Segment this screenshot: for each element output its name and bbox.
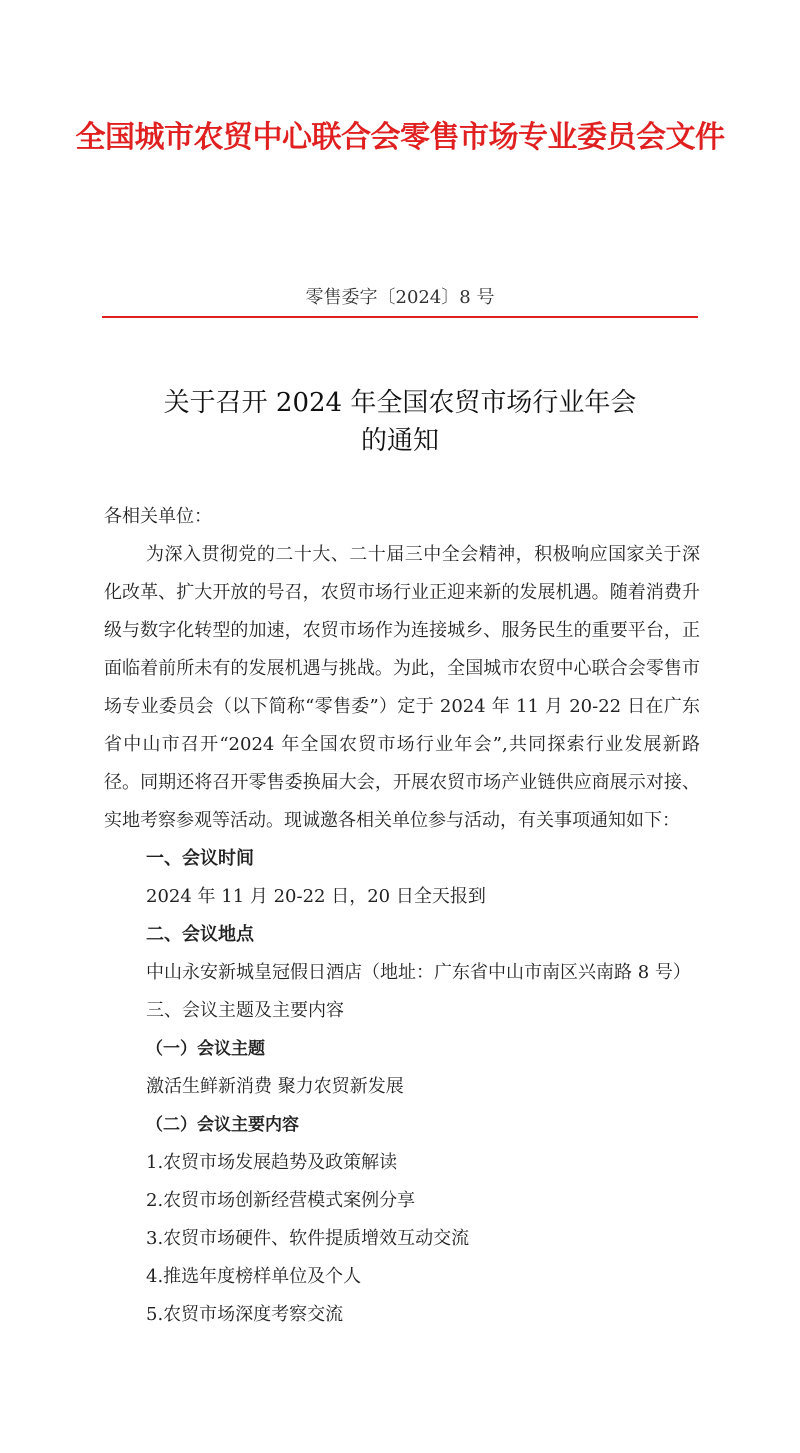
section-2-text: 中山永安新城皇冠假日酒店（地址：广东省中山市南区兴南路 8 号）: [146, 962, 691, 983]
subsection-2-heading: （二）会议主要内容: [146, 1115, 299, 1135]
document-header-title: 全国城市农贸中心联合会零售市场专业委员会文件: [75, 120, 725, 155]
list-item: 4.推选年度榜样单位及个人: [146, 1266, 362, 1287]
list-item: 3.农贸市场硬件、软件提质增效互动交流: [146, 1228, 470, 1249]
red-divider-line: [102, 316, 698, 318]
notice-title-line-1: 关于召开 2024 年全国农贸市场行业年会: [163, 388, 637, 418]
document-number: 零售委字〔2024〕8 号: [305, 287, 495, 308]
salutation: 各相关单位：: [104, 506, 212, 527]
section-3-heading: 三、会议主题及主要内容: [146, 1000, 344, 1021]
list-item: 5.农贸市场深度考察交流: [146, 1304, 344, 1325]
subsection-1-text: 激活生鲜新消费 聚力农贸新发展: [146, 1076, 404, 1097]
list-item: 2.农贸市场创新经营模式案例分享: [146, 1190, 416, 1211]
list-item: 1.农贸市场发展趋势及政策解读: [146, 1152, 398, 1173]
section-1-heading: 一、会议时间: [146, 848, 254, 869]
notice-body: [104, 498, 700, 1334]
subsection-1-heading: （一）会议主题: [146, 1039, 265, 1059]
notice-title-line-2: 的通知: [360, 426, 439, 456]
section-2-heading: 二、会议地点: [146, 924, 254, 945]
intro-paragraph: 为深入贯彻党的二十大、二十届三中全会精神，积极响应国家关于深化改革、扩大开放的号召，农贸市场行业正迎来新的发展机遇。随着消费升级与数字化转型的加速，农贸市场作为连接城乡、服务民生的重要平台，正面临着前所未有的发展机遇与挑战。为此，全国城市农贸中心联合会零售市场专业委员会（以下简称“零售委”）定于 2024 年 11 月 20-22 日在广东省中山市召开“2024 年全国农贸市场行业年会”,共同探索行业发展新路径。同期还将召开零售委换届大会，开展农贸市场产业链供应商展示对接、实地考察参观等活动。现诚邀各相关单位参与活动，有关事项通知如下：: [104, 544, 700, 831]
section-1-text: 2024 年 11 月 20-22 日，20 日全天报到: [146, 886, 486, 907]
notice-title: [0, 384, 800, 460]
